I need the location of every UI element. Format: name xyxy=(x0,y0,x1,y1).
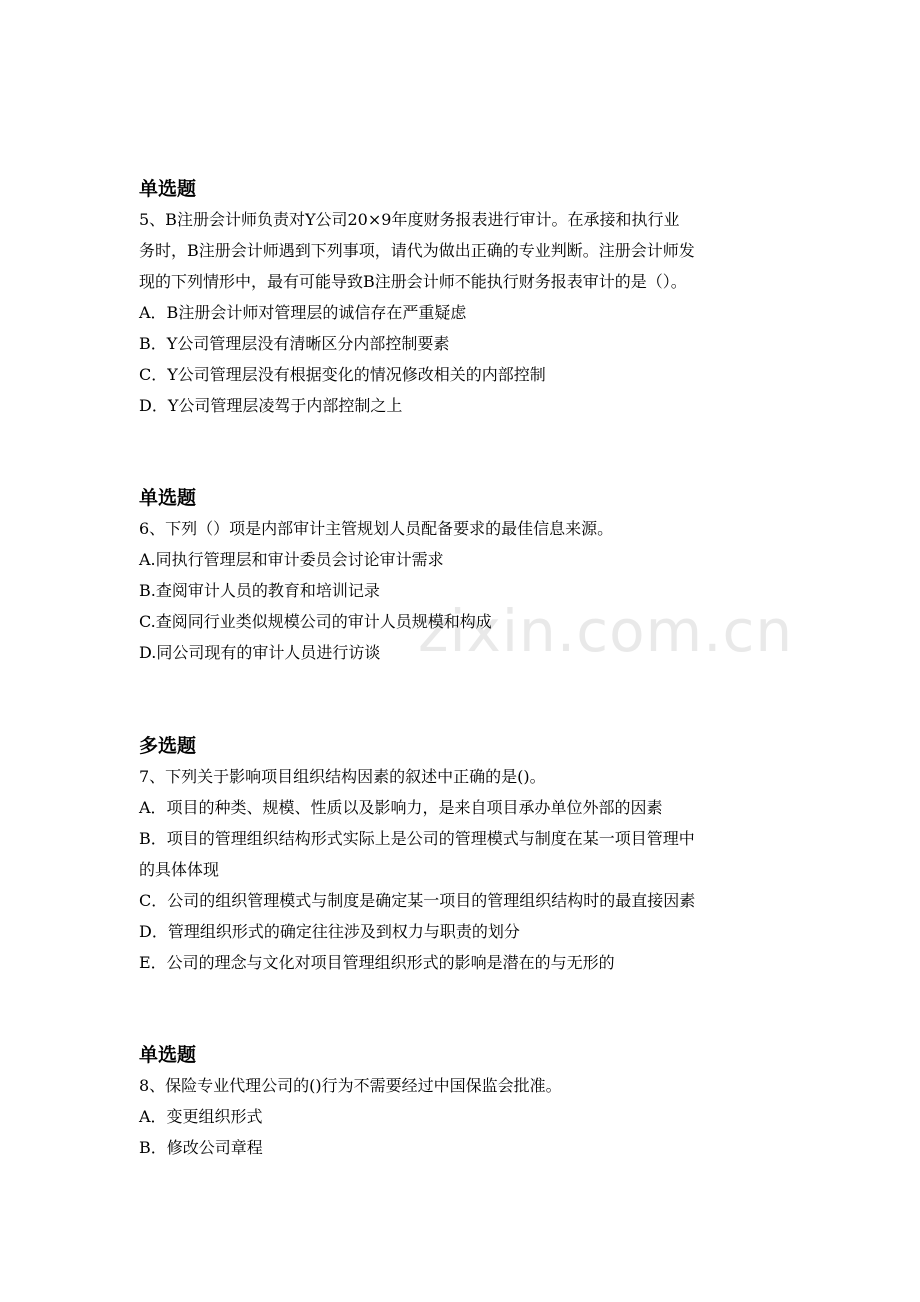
option-c: C．公司的组织管理模式与制度是确定某一项目的管理组织结构时的最直接因素 xyxy=(139,891,696,910)
question-block-7 xyxy=(139,731,789,978)
option-e: E．公司的理念与文化对项目管理组织形式的影响是潜在的与无形的 xyxy=(139,953,615,972)
question-type-heading: 单选题 xyxy=(139,1044,197,1066)
question-block-5 xyxy=(139,174,789,421)
question-stem-line: 务时，B注册会计师遇到下列事项，请代为做出正确的专业判断。注册会计师发 xyxy=(139,241,695,260)
option-d: D．管理组织形式的确定往往涉及到权力与职责的划分 xyxy=(139,922,520,941)
question-type-heading: 多选题 xyxy=(139,735,197,757)
question-type-heading: 单选题 xyxy=(139,487,197,509)
option-a: A.同执行管理层和审计委员会讨论审计需求 xyxy=(139,550,444,569)
option-c: C．Y公司管理层没有根据变化的情况修改相关的内部控制 xyxy=(139,365,546,384)
option-b: B．项目的管理组织结构形式实际上是公司的管理模式与制度在某一项目管理中 xyxy=(139,829,695,848)
option-b: B.查阅审计人员的教育和培训记录 xyxy=(139,581,380,600)
question-type-heading: 单选题 xyxy=(139,178,197,200)
option-a: A．B注册会计师对管理层的诚信存在严重疑虑 xyxy=(139,303,467,322)
question-block-6 xyxy=(139,483,789,668)
option-b-continuation: 的具体体现 xyxy=(139,860,220,879)
question-stem-line: 6、下列（）项是内部审计主管规划人员配备要求的最佳信息来源。 xyxy=(139,519,614,538)
question-stem-line: 现的下列情形中，最有可能导致B注册会计师不能执行财务报表审计的是（）。 xyxy=(139,272,687,291)
option-b: B．Y公司管理层没有清晰区分内部控制要素 xyxy=(139,334,450,353)
option-d: D．Y公司管理层凌驾于内部控制之上 xyxy=(139,396,403,415)
question-stem-line: 7、下列关于影响项目组织结构因素的叙述中正确的是()。 xyxy=(139,767,546,786)
option-a: A．变更组织形式 xyxy=(139,1107,263,1126)
option-b: B．修改公司章程 xyxy=(139,1138,263,1157)
option-c: C.查阅同行业类似规模公司的审计人员规模和构成 xyxy=(139,612,492,631)
question-stem-line: 5、B注册会计师负责对Y公司20×9年度财务报表进行审计。在承接和执行业 xyxy=(139,210,680,229)
option-d: D.同公司现有的审计人员进行访谈 xyxy=(139,643,381,662)
option-a: A．项目的种类、规模、性质以及影响力，是来自项目承办单位外部的因素 xyxy=(139,798,663,817)
question-block-8 xyxy=(139,1040,789,1163)
question-stem-line: 8、保险专业代理公司的()行为不需要经过中国保监会批准。 xyxy=(139,1076,562,1095)
watermark: zixin.com.cn xyxy=(418,597,794,665)
